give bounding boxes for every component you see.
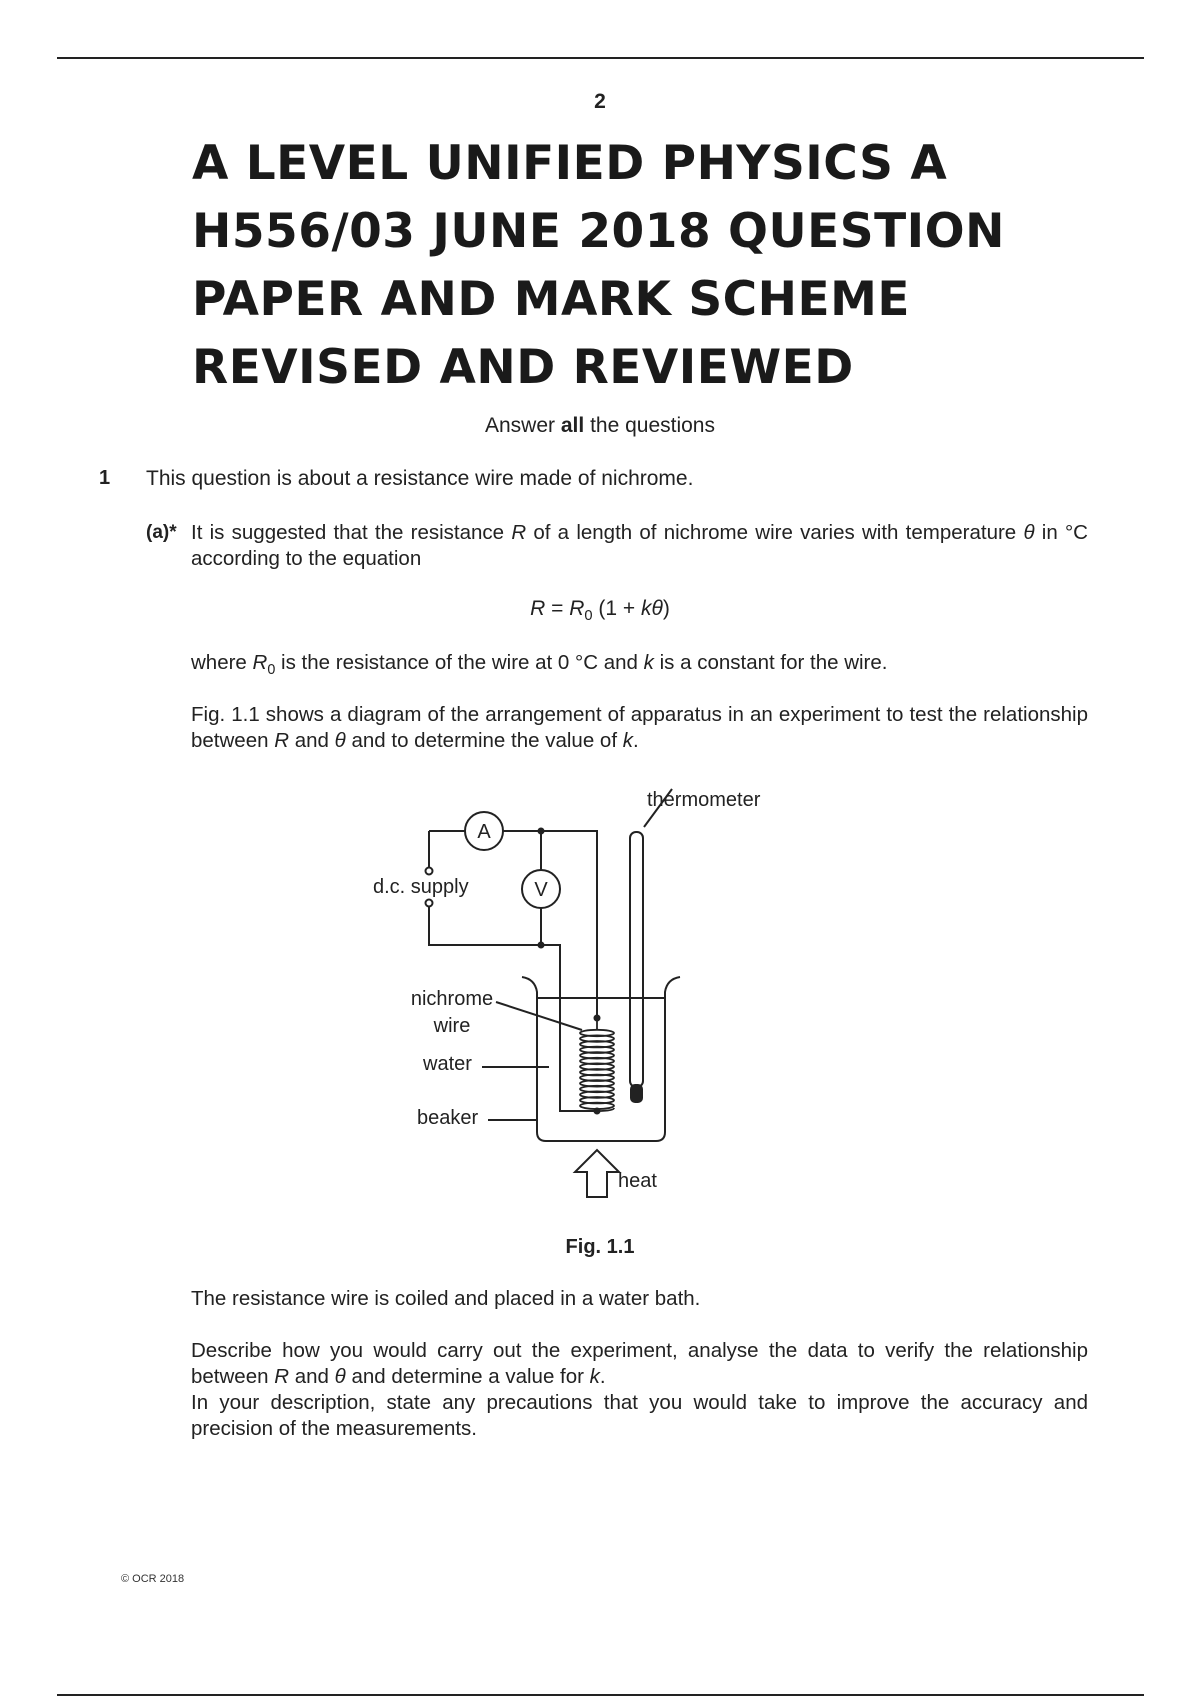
label-heat: heat: [618, 1170, 657, 1192]
text-run: in °C according to the equation: [191, 521, 1088, 570]
title-line: H556/03 JUNE 2018 QUESTION: [192, 204, 1005, 259]
text-run: Describe how you would carry out the experiment, analyse the data to verify the relationship between: [191, 1339, 1088, 1388]
question-text: This question is about a resistance wire made of nichrome.: [146, 467, 694, 490]
thermometer-icon: [630, 832, 643, 1087]
text-run: and: [294, 729, 329, 752]
bottom-rule: [57, 1694, 1144, 1696]
question-number: 1: [99, 467, 111, 489]
eq-bracket: (1 +: [592, 597, 641, 620]
text-run: of a length of nichrome wire varies with temperature: [533, 521, 1017, 544]
symbol-theta: θ: [1023, 521, 1035, 544]
title-line: REVISED AND REVIEWED: [192, 340, 854, 395]
text-run: The resistance wire is coiled and placed in a water bath.: [191, 1287, 701, 1310]
text-run: It is suggested that the resistance: [191, 521, 505, 544]
text-run: In your description, state any precautions that you would take to improve the accuracy and precision of the measurements.: [191, 1391, 1088, 1440]
symbol-k: k: [622, 729, 633, 752]
label-dc-supply: d.c. supply: [373, 876, 469, 898]
text-run: and: [294, 1365, 329, 1388]
text-run: is the resistance of the wire at 0 °C and: [281, 651, 638, 674]
title-line: A LEVEL UNIFIED PHYSICS A: [192, 136, 948, 191]
text-run: and to determine the value of: [351, 729, 618, 752]
label-thermometer: thermometer: [647, 789, 761, 811]
eq-R: R: [530, 597, 546, 620]
eq-R0: R: [569, 597, 585, 620]
label-beaker: beaker: [417, 1107, 479, 1129]
instruction-pre: Answer: [484, 414, 556, 437]
part-label: (a)*: [146, 522, 177, 543]
nichrome-coil-icon: [580, 1018, 614, 1111]
eq-close: ): [662, 597, 670, 620]
symbol-theta: θ: [334, 1365, 346, 1388]
label-water: water: [423, 1053, 472, 1075]
symbol-k: k: [643, 651, 654, 674]
copyright: © OCR 2018: [121, 1573, 185, 1585]
symbol-theta: θ: [334, 729, 346, 752]
title-line: PAPER AND MARK SCHEME: [192, 272, 910, 327]
voltmeter-symbol: V: [534, 879, 548, 901]
heat-arrow-icon: [575, 1150, 619, 1197]
supply-terminal: [426, 900, 433, 907]
symbol-R: R: [252, 651, 268, 674]
junction-dot: [538, 828, 545, 835]
symbol-k: k: [589, 1365, 600, 1388]
label-wire: wire: [433, 1015, 471, 1037]
thermometer-bulb: [630, 1084, 643, 1103]
instruction-post: the questions: [590, 414, 715, 437]
symbol-R: R: [274, 1365, 290, 1388]
junction-dot: [538, 942, 545, 949]
symbol-R: R: [274, 729, 290, 752]
instruction-bold: all: [560, 414, 585, 437]
figure-caption: Fig. 1.1: [565, 1236, 635, 1258]
text-run: .: [599, 1365, 606, 1388]
coiled-text: [191, 1286, 1088, 1312]
ammeter-symbol: A: [477, 821, 491, 843]
supply-terminal: [426, 868, 433, 875]
label-nichrome: nichrome: [410, 988, 494, 1010]
text-run: Fig. 1.1 shows a diagram of the arrangement of apparatus in an experiment to test the relationship between: [191, 703, 1088, 752]
eq-ktheta: kθ: [641, 597, 663, 620]
wire-from-ammeter: [503, 831, 597, 1018]
symbol-R: R: [511, 521, 527, 544]
describe-text: [191, 1338, 1088, 1442]
eq-equals: =: [545, 597, 570, 620]
text-run: and determine a value for: [351, 1365, 584, 1388]
text-run: .: [632, 729, 639, 752]
text-run: is a constant for the wire.: [659, 651, 888, 674]
text-run: where: [191, 651, 247, 674]
leader-nichrome: [496, 1002, 582, 1030]
page-number: 2: [594, 90, 606, 113]
eq-subscript: 0: [584, 608, 593, 625]
subscript: 0: [267, 662, 276, 679]
